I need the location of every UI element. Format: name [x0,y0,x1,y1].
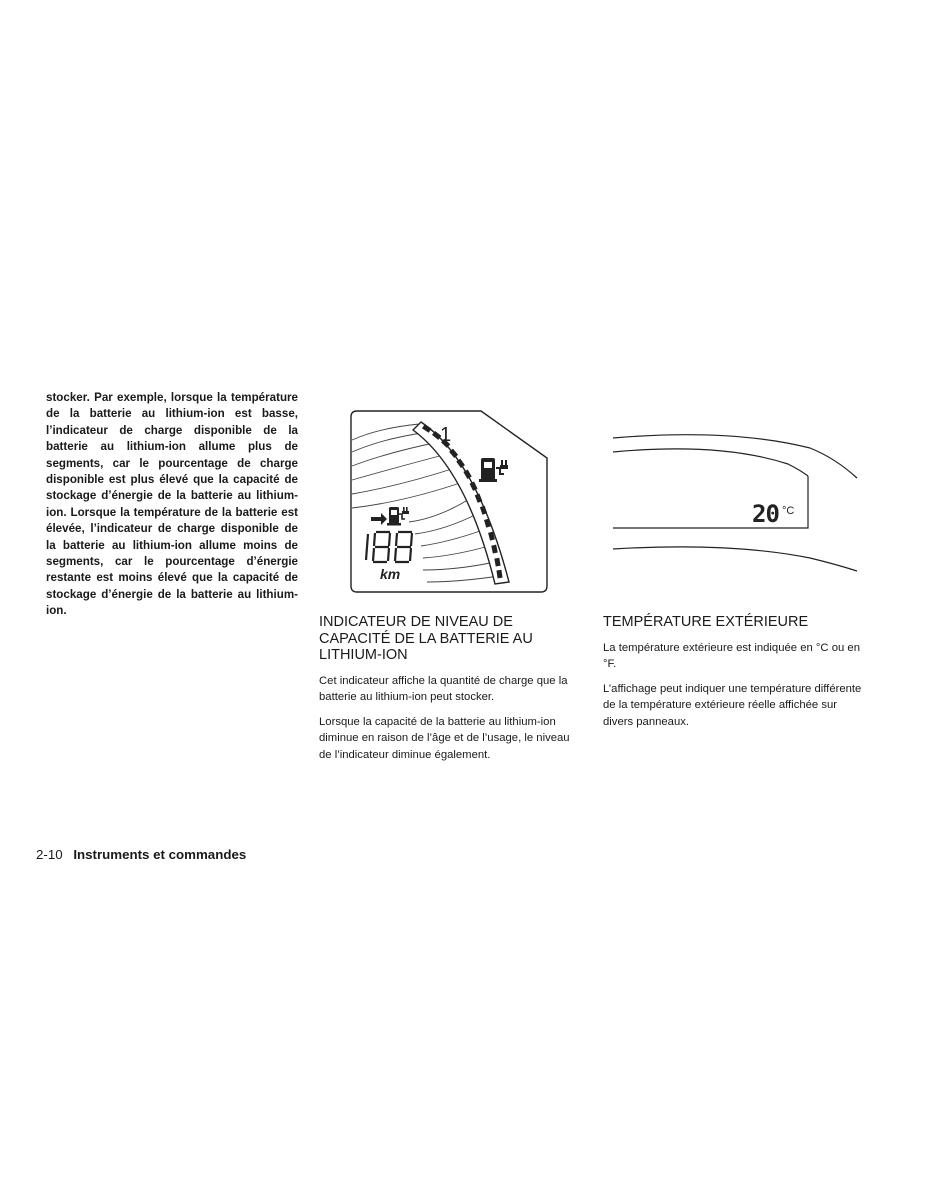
gauge-marker-label: 1 [440,424,452,446]
left-column-text: stocker. Par exemple, lorsque la température de la batterie au lithium-ion est basse, l’indicateur de charge disponible de la batterie au lithium-ion allume plus de segments, car le pourcentage de charge disponible est plus élevé que la capacité de stockage d’énergie de la batterie au lithium-ion. Lorsque la température de la batterie est élevée, l’indicateur de charge disponible de la batterie au lithium-ion allume moins de segments, car le pourcentage d’énergie restante est moins élevé que la capacité de stockage d’énergie de la batterie au lithium-ion. [46,391,298,618]
page-number: 2-10 [36,847,63,862]
battery-capacity-heading: INDICATEUR DE NIVEAU DE CAPACITÉ DE LA BATTERIE AU LITHIUM-ION [319,614,533,663]
temperature-unit: °C [782,505,795,517]
outside-temperature-heading: TEMPÉRATURE EXTÉRIEURE [603,614,809,630]
battery-capacity-paragraph-1: Cet indicateur affiche la quantité de charge que la batterie au lithium-ion peut stocker. [319,674,568,703]
outside-temperature-paragraph-2: L’affichage peut indiquer une température différente de la température extérieure réelle affichée sur divers panneaux. [603,682,862,728]
section-title: Instruments et commandes [73,847,247,862]
temperature-reading: 20 [752,500,779,528]
battery-capacity-section [319,614,583,771]
battery-gauge-illustration [349,410,549,594]
temperature-display-illustration [610,428,860,578]
outside-temperature-section [603,614,867,738]
range-unit-label: km [380,566,401,582]
battery-capacity-paragraph-2: Lorsque la capacité de la batterie au lithium-ion diminue en raison de l’âge et de l’usage, le niveau de l’indicateur diminue également. [319,715,570,761]
battery-capacity-figure [349,410,549,594]
page-footer [36,846,246,864]
outside-temperature-figure [610,428,860,578]
outside-temperature-paragraph-1: La température extérieure est indiquée en °C ou en °F. [603,641,860,670]
